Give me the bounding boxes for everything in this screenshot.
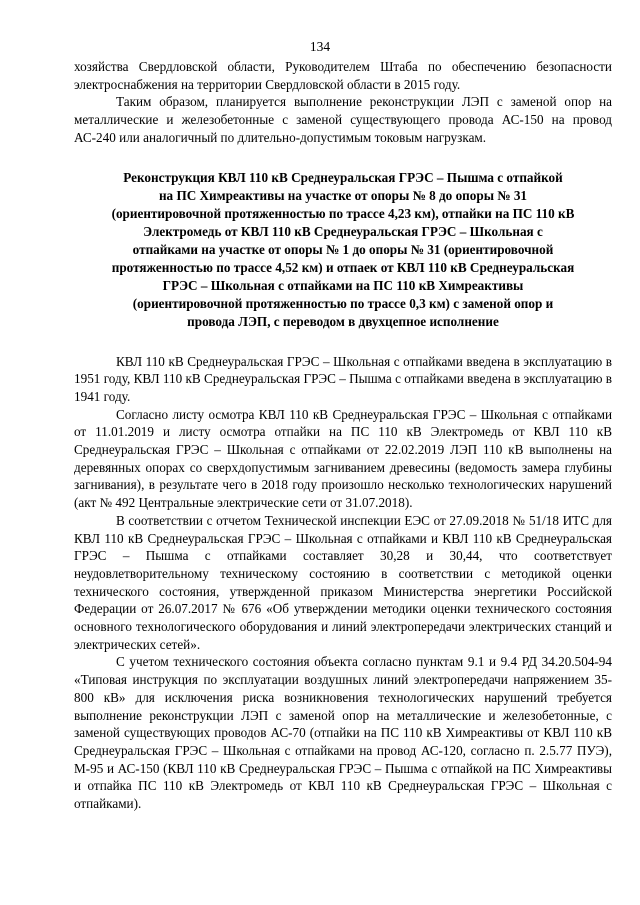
paragraph: Таким образом, планируется выполнение реконструкции ЛЭП с заменой опор на металлические и железобетонные с заменой существующего провода АС-150 на провод АС-240 или аналогичный по длительно-допустимым токовым нагрузкам. <box>74 94 612 145</box>
heading-line: провода ЛЭП, с переводом в двухцепное исполнение <box>187 313 499 329</box>
heading-line: (ориентировочной протяженностью по трассе 4,23 км), отпайки на ПС 110 кВ <box>111 205 575 221</box>
heading-line: (ориентировочной протяженностью по трассе 0,3 км) с заменой опор и <box>132 295 554 311</box>
heading-line: Реконструкция КВЛ 110 кВ Среднеуральская ГРЭС – Пышма с отпайкой <box>123 169 563 185</box>
paragraph: Согласно листу осмотра КВЛ 110 кВ Среднеуральская ГРЭС – Школьная с отпайками от 11.01.2019 и листу осмотра отпайки на ПС 110 кВ Электромедь от КВЛ 110 кВ Среднеуральская ГРЭС – Школьная с отпайками от 22.02.2019 ЛЭП 110 кВ выполнены на деревянных опорах со сверхдопустимым загниванием древесины (ведомость замера глубины загнивания), в результате чего в 2018 году произошло несколько технологических нарушений (акт № 492 Центральные электрические сети от 31.07.2018). <box>74 406 612 511</box>
heading-line: на ПС Химреактивы на участке от опоры № 8 до опоры № 31 <box>158 187 528 203</box>
paragraph: хозяйства Свердловской области, Руководителем Штаба по обеспечению безопасности электроснабжения на территории Свердловской области в 2015 году. <box>74 59 612 92</box>
heading-line: протяженностью по трассе 4,52 км) и отпаек от КВЛ 110 кВ Среднеуральская <box>111 259 575 275</box>
page-number: 134 <box>309 39 331 54</box>
paragraph: В соответствии с отчетом Технической инспекции ЕЭС от 27.09.2018 № 51/18 ИТС для КВЛ 110 кВ Среднеуральская ГРЭС – Школьная с отпайками и КВЛ 110 кВ Среднеуральская ГРЭС – Пышма с отпайками составляет 30,28 и 30,44, что соответствует неудовлетворительному техническому состоянию в соответствии с методикой оценки технического состояния, утвержденной приказом Министерства энергетики Российской Федерации от 26.07.2017 № 676 «Об утверждении методики оценки технического состояния основного технологического оборудования и линий электропередачи электрических станций и электрических сетей». <box>74 512 612 652</box>
heading-line: отпайками на участке от опоры № 1 до опоры № 31 (ориентировочной <box>132 241 554 257</box>
heading-line: Электромедь от КВЛ 110 кВ Среднеуральская ГРЭС – Школьная с <box>143 223 543 239</box>
section-heading <box>74 169 612 331</box>
paragraph: КВЛ 110 кВ Среднеуральская ГРЭС – Школьная с отпайками введена в эксплуатацию в 1951 году, КВЛ 110 кВ Среднеуральская ГРЭС – Пышма с отпайками введена в эксплуатацию в 1941 году. <box>74 353 612 404</box>
paragraph: С учетом технического состояния объекта согласно пунктам 9.1 и 9.4 РД 34.20.504-94 «Типовая инструкция по эксплуатации воздушных линий электропередачи напряжением 35-800 кВ» для исключения риска возникновения технологических нарушений требуется выполнение реконструкции ЛЭП с заменой опор на металлические и железобетонные, с заменой существующих проводов АС-70 (отпайки на ПС 110 кВ Химреактивы от КВЛ 110 кВ Среднеуральская ГРЭС – Школьная с отпайками на провод АС-120, согласно п. 2.5.77 ПУЭ), М-95 и АС-150 (КВЛ 110 кВ Среднеуральская ГРЭС – Пышма с отпайкой на ПС Химреактивы и отпайка ПС 110 кВ Электромедь от КВЛ 110 кВ Среднеуральская ГРЭС – Школьная с отпайками). <box>74 654 612 812</box>
heading-line: ГРЭС – Школьная с отпайками на ПС 110 кВ Химреактивы <box>162 277 524 293</box>
document-body <box>74 58 612 813</box>
